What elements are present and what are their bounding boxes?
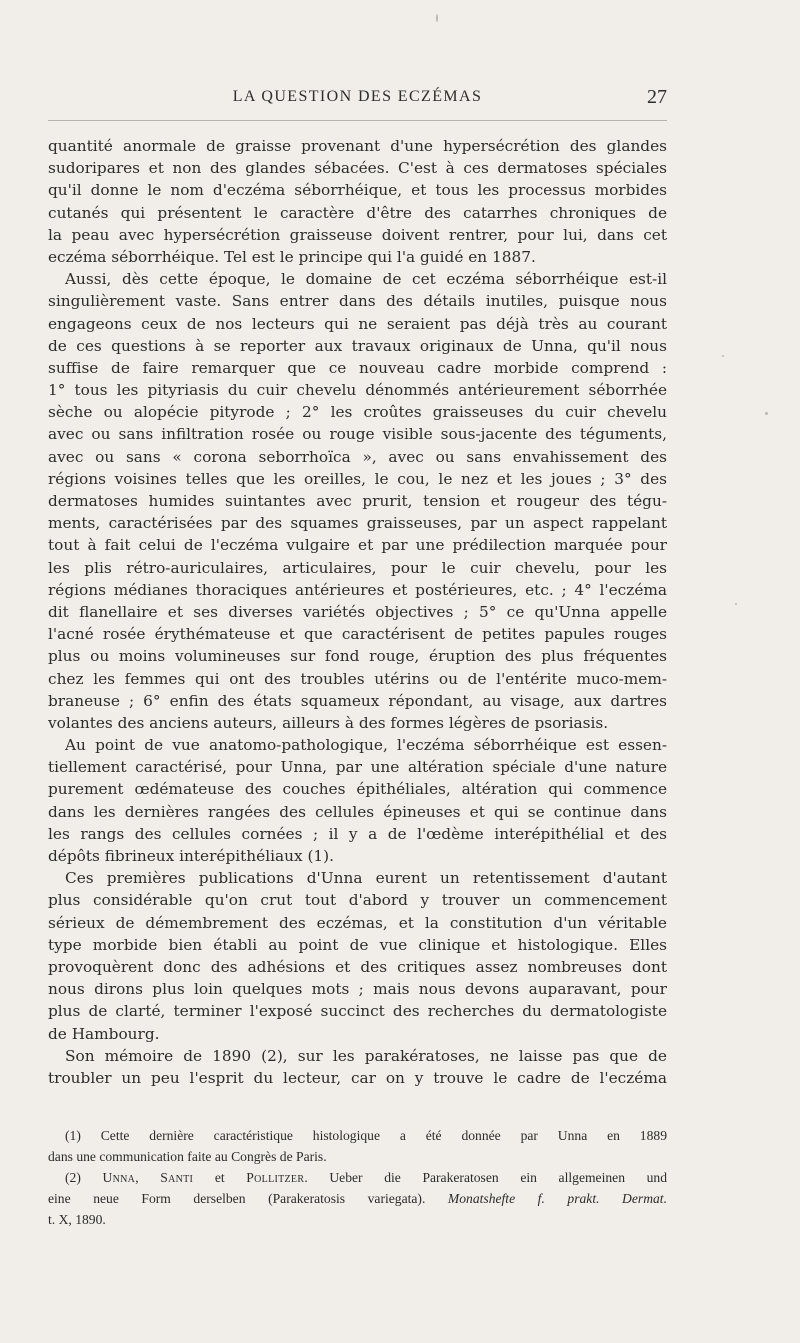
footnotes xyxy=(48,1125,667,1230)
text-line: avec ou sans « corona seborrhoïca », avec ou sans envahissement des xyxy=(48,447,667,466)
text-line: de Hambourg. xyxy=(48,1024,160,1043)
separator: , xyxy=(135,1170,161,1185)
text-line: purement œdémateuse des couches épithéliales, altération qui commence xyxy=(48,780,667,799)
text-line: quantité anormale de graisse provenant d'une hypersécrétion des glandes xyxy=(48,137,667,155)
text-line: de ces questions à se reporter aux travaux originaux de Unna, qu'il nous xyxy=(48,336,667,355)
text-line: tiellement caractérisé, pour Unna, par une altération spéciale d'une nature xyxy=(48,758,667,777)
author-name: Santi xyxy=(160,1170,194,1185)
text-line: suffise de faire remarquer que ce nouveau cadre morbide comprend : xyxy=(48,358,667,377)
text-line: régions médianes thoraciques antérieures et postérieures, etc. ; 4° l'eczéma xyxy=(48,580,667,599)
text-line: engageons ceux de nos lecteurs qui ne seraient pas déjà très au courant xyxy=(48,314,667,333)
footnote-2-line xyxy=(48,1167,667,1188)
article-title: . Ueber die Parakeratosen ein allgemeinen und xyxy=(304,1170,668,1185)
text-line: nous dirons plus loin quelques mots ; mais nous devons auparavant, pour xyxy=(48,980,667,999)
text-line: Son mémoire de 1890 (2), sur les parakératoses, ne laisse pas que de xyxy=(65,1046,667,1065)
text-line: qu'il donne le nom d'eczéma séborrhéique, et tous les processus morbides xyxy=(48,181,667,200)
text-line: dermatoses humides suintantes avec prurit, tension et rougeur des tégu- xyxy=(48,492,667,510)
text-line: la peau avec hypersécrétion graisseuse doivent rentrer, pour lui, dans cet xyxy=(48,225,667,244)
text-line: Au point de vue anatomo-pathologique, l'eczéma séborrhéique est essen- xyxy=(65,736,667,755)
text-line: plus de clarté, terminer l'exposé succinct des recherches du dermatologiste xyxy=(48,1002,667,1021)
text-line: l'acné rosée érythémateuse et que caractérisent de petites papules rouges xyxy=(48,625,667,644)
header-rule xyxy=(48,120,667,121)
footnote-2-line xyxy=(48,1188,667,1209)
text-line: avec ou sans infiltration rosée ou rouge visible sous-jacente des téguments, xyxy=(48,425,667,444)
text-line: Aussi, dès cette époque, le domaine de cet eczéma séborrhéique est-il xyxy=(65,270,667,289)
text-line: plus ou moins volumineuses sur fond rouge, éruption des plus fréquentes xyxy=(48,647,667,666)
text-line: braneuse ; 6° enfin des états squameux répondant, au visage, aux dartres xyxy=(48,691,667,710)
text-line: dans les dernières rangées des cellules épineuses et qui se continue dans xyxy=(48,802,667,821)
text-line: chez les femmes qui ont des troubles utérins ou de l'entérite muco-mem- xyxy=(48,669,667,688)
text-line: dit flanellaire et ses diverses variétés objectives ; 5° ce qu'Unna appelle xyxy=(48,602,667,621)
text-line: Ces premières publications d'Unna eurent un retentissement d'autant xyxy=(65,869,667,888)
text-line: eczéma séborrhéique. Tel est le principe qui l'a guidé en 1887. xyxy=(48,247,536,266)
text-line: tout à fait celui de l'eczéma vulgaire et par une prédilection marquée pour xyxy=(48,536,667,555)
footnote-1-line: dans une communication faite au Congrès de Paris. xyxy=(48,1149,327,1164)
text-line: ments, caractérisées par des squames graisseuses, par un aspect rappelant xyxy=(48,514,667,533)
text-line: sèche ou alopécie pityrode ; 2° les croûtes graisseuses du cuir chevelu xyxy=(48,403,667,422)
text-line: volantes des anciens auteurs, ailleurs à des formes légères de psoriasis. xyxy=(48,713,609,732)
running-title: LA QUESTION DES ECZÉMAS xyxy=(232,88,483,105)
text-line: singulièrement vaste. Sans entrer dans des détails inutiles, puisque nous xyxy=(48,292,667,311)
author-name: Unna xyxy=(102,1170,136,1185)
text-line: régions voisines telles que les oreilles, le cou, le nez et les joues ; 3° des xyxy=(48,469,667,488)
text-line: troubler un peu l'esprit du lecteur, car on y trouve le cadre de l'eczéma xyxy=(48,1068,667,1087)
paper-speck xyxy=(436,14,438,22)
body-text xyxy=(48,135,667,1089)
separator: et xyxy=(193,1170,247,1185)
text-line: les rangs des cellules cornées ; il y a de l'œdème interépithélial et des xyxy=(48,824,667,843)
article-title-cont: eine neue Form derselben (Parakeratosis variegata). xyxy=(48,1191,448,1206)
text-line: dépôts fibrineux interépithéliaux (1). xyxy=(48,847,334,865)
text-line: provoquèrent donc des adhésions et des critiques assez nombreuses dont xyxy=(48,957,667,976)
text-line: sudoripares et non des glandes sébacées. C'est à ces dermatoses spéciales xyxy=(48,159,667,178)
footnote-2-line: t. X, 1890. xyxy=(48,1212,106,1227)
footnote-2-number: (2) xyxy=(65,1170,103,1185)
text-line: les plis rétro-auriculaires, articulaires, pour le cuir chevelu, pour les xyxy=(48,558,667,577)
footnote-1-line: (1) Cette dernière caractéristique histologique a été donnée par Unna en 1889 xyxy=(65,1128,667,1143)
paper-speck xyxy=(722,355,724,357)
author-name: Pollitzer xyxy=(246,1170,305,1185)
text-line: 1° tous les pityriasis du cuir chevelu dénommés antérieurement séborrhée xyxy=(48,381,667,400)
page-number: 27 xyxy=(647,86,667,108)
page-header xyxy=(48,84,667,110)
paper-speck xyxy=(765,412,768,415)
text-line: cutanés qui présentent le caractère d'être des catarrhes chroniques de xyxy=(48,203,667,222)
paper-speck xyxy=(735,603,737,605)
journal-name: Monatshefte f. prakt. Dermat. xyxy=(447,1191,667,1206)
text-line: type morbide bien établi au point de vue clinique et histologique. Elles xyxy=(48,935,667,954)
text-line: plus considérable qu'on crut tout d'abord y trouver un commencement xyxy=(48,891,667,910)
text-line: sérieux de démembrement des eczémas, et la constitution d'un véritable xyxy=(48,913,667,932)
